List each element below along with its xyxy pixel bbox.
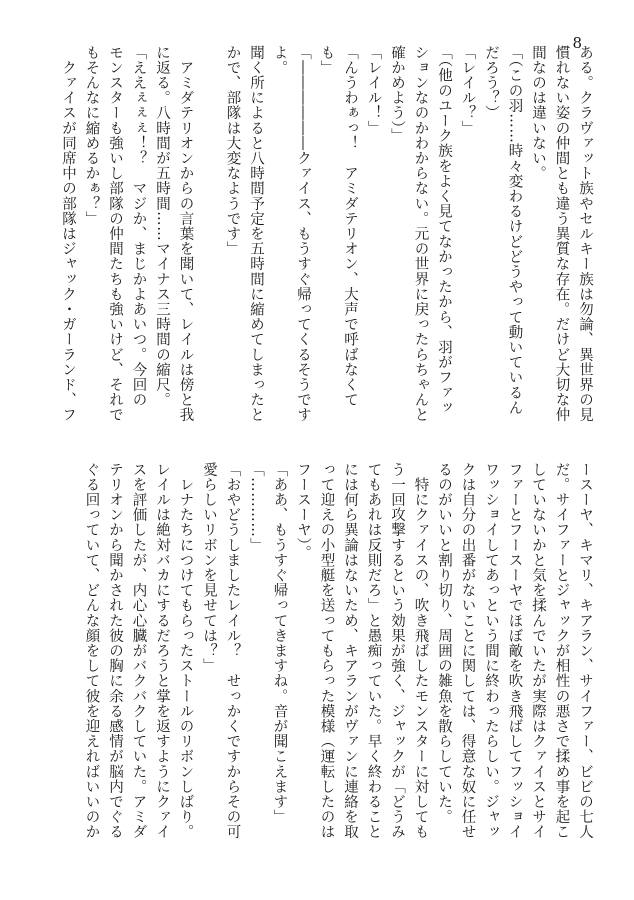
text-line: ースーヤ、キマリ、キアラン、サイファー、ビビの七人: [577, 462, 593, 840]
text-line: 「ええぇぇぇ！？ マジか、まじかよあいつ。今回の: [130, 45, 147, 408]
text-line: もそんなに縮めるかぁ？」: [83, 45, 100, 227]
text-line: るのがいいと割り切り、周囲の雑魚を散らしていた。: [436, 462, 452, 825]
text-line: 「んうわぁっ！ アミダテリオン、大声で呼ばなくて: [342, 45, 358, 408]
text-line: クは自分の出番がないことに関しては、得意な奴に任せ: [459, 462, 476, 840]
text-line: 「おやどうしましたレイル？ せっかくですからその可: [224, 462, 241, 840]
text-line: ある。クラヴァット族やセルキー族は勿論、異世界の見: [577, 45, 593, 423]
text-line: う一回攻撃するという効果が強く、ジャックが「どうみ: [389, 462, 405, 840]
text-line: レナたちにつけてもらったストールのリボンしばり。: [177, 462, 194, 840]
text-line: 「レイル！」: [365, 45, 382, 136]
text-line: てもあれは反則だろ」と愚痴っていた。早く終わること: [365, 462, 382, 840]
page-number: 8: [572, 34, 582, 52]
text-line: 慣れない姿の仲間とも違う異質な存在。だけど大切な仲: [553, 45, 570, 423]
text-line: 間なのは違いない。: [530, 45, 546, 181]
text-line: ファーとフースーヤでほぼ敵を吹き飛ばしてフッショイ: [506, 462, 523, 840]
text-line: スを評価したが、内心心臓がバクバクしていた。アミダ: [130, 462, 147, 840]
text-line: かで、部隊は大変なようです」: [224, 45, 241, 257]
text-block-top: [56, 45, 596, 435]
text-line: 特にクァイスの、吹き飛ばしたモンスターに対しても: [412, 462, 429, 840]
text-line: モンスターも強いし部隊の仲間たちも強いけど、それで: [107, 45, 123, 423]
text-line: ぐる回っていて、どんな顔をして彼を迎えればいいのか: [83, 462, 100, 840]
text-line: アミダテリオンからの言葉を聞いて、レイルは傍と我: [177, 45, 194, 423]
text-line: 聞く所によると八時間予定を五時間に縮めてしまったと: [248, 45, 264, 423]
text-line: も」: [318, 45, 335, 76]
text-line: だろう？）: [483, 45, 499, 121]
text-line: [197, 45, 221, 435]
text-line: って迎えの小型艇を送ってもらった模様（運転したのは: [318, 462, 335, 840]
text-line: には何ら異論はないため、キアランがヴァンに連絡を取: [342, 462, 358, 840]
text-line: 「…………」: [248, 462, 264, 553]
text-line: 確かめよう）」: [389, 45, 405, 144]
text-line: テリオンから聞かされた彼の胸に余る感情が脳内でぐる: [107, 462, 123, 840]
text-line: 愛らしいリボンを見せては？」: [201, 462, 217, 674]
text-line: クァイスが同席中の部隊はジャック・ガーランド、フ: [60, 45, 76, 423]
text-line: フースーヤ）。: [295, 462, 311, 561]
text-block-bottom: [56, 462, 596, 862]
text-line: だ。サイファーとジャックが相性の悪さで揉め事を起こ: [553, 462, 570, 840]
text-line: ワッショイしてあっという間に終わったらしい。ジャッ: [483, 462, 499, 840]
text-line: 「――――――クァイス、もうすぐ帰ってくるそうですよ。: [271, 45, 311, 423]
text-line: ションなのかわからない。元の世界に戻ったらちゃんと: [412, 45, 429, 423]
text-line: 「（他のユーク族をよく見てなかったから、羽がファッ: [436, 45, 452, 416]
text-line: 「レイル？」: [459, 45, 476, 136]
text-line: 「（この羽……時々変わるけどどうやって動いているん: [506, 45, 523, 416]
text-line: していないかと気を揉んでいたが実際はクァイスとサイ: [530, 462, 546, 840]
text-line: レイルは絶対バカにするだろうと掌を返すようにクァイ: [154, 462, 170, 840]
text-line: に返る。八時間が五時間……マイナス三時間の縮尺。: [154, 45, 170, 408]
text-line: 「ああ、もうすぐ帰ってきますね。音が聞こえます」: [271, 462, 288, 825]
